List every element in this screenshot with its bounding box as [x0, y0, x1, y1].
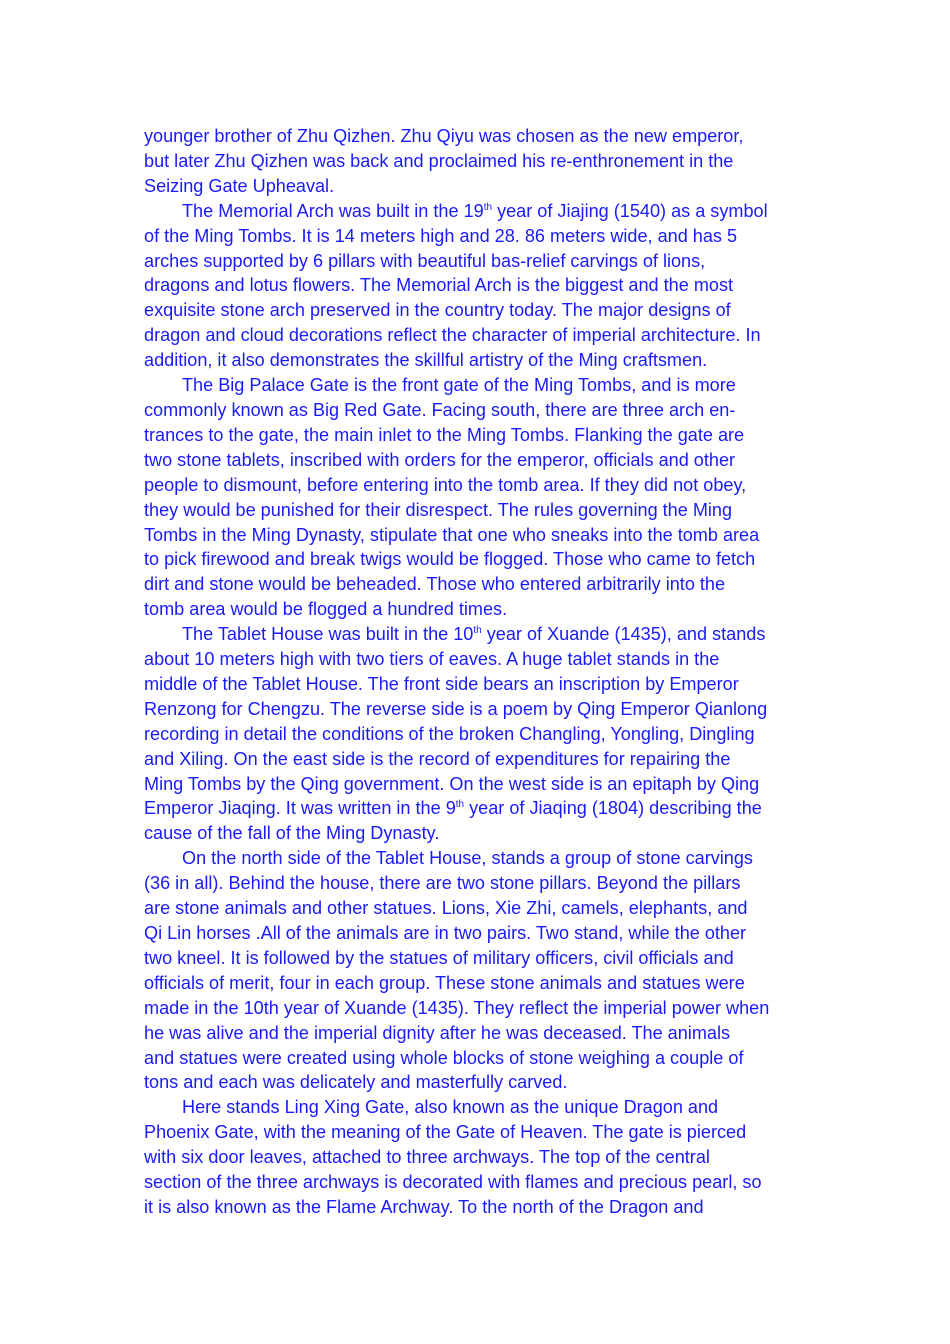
text-line — [144, 1095, 814, 1120]
text-line — [144, 1170, 814, 1195]
text-run: but later Zhu Qizhen was back and proclaimed his re-enthronement in the — [144, 150, 734, 171]
text-line — [144, 547, 814, 572]
text-line — [144, 796, 814, 821]
text-run: Tombs in the Ming Dynasty, stipulate that one who sneaks into the tomb area — [144, 524, 760, 545]
text-line — [144, 1070, 814, 1095]
text-run: Qi Lin horses .All of the animals are in two pairs. Two stand, while the other — [144, 923, 747, 943]
text-line — [144, 348, 814, 373]
text-line — [144, 921, 814, 946]
text-line — [144, 199, 814, 224]
text-run: Seizing Gate Upheaval. — [144, 175, 335, 196]
text-run: it is also known as the Flame Archway. To the north of the Dragon and — [144, 1196, 704, 1217]
text-line — [144, 1120, 814, 1145]
text-run: year of Jiajing (1540) as a symbol — [492, 200, 768, 221]
text-run: The Memorial Arch was built in the 19 — [182, 200, 484, 221]
text-line — [144, 722, 814, 747]
text-run: with six door leaves, attached to three archways. The top of the central — [144, 1147, 710, 1168]
text-line — [144, 597, 814, 622]
text-run: Emperor Jiaqing. It was written in the 9 — [144, 798, 456, 819]
text-run: younger brother of Zhu Qizhen. Zhu Qiyu was chosen as the new emperor, — [144, 126, 744, 146]
text-line — [144, 249, 814, 274]
text-line — [144, 473, 814, 498]
text-run: two kneel. It is followed by the statues of military officers, civil officials and — [144, 947, 734, 968]
text-line — [144, 871, 814, 896]
text-run: Phoenix Gate, with the meaning of the Gate of Heaven. The gate is pierced — [144, 1122, 747, 1143]
text-line — [144, 1046, 814, 1071]
text-run: two stone tablets, inscribed with orders for the emperor, officials and other — [144, 449, 736, 470]
text-run: tons and each was delicately and masterfully carved. — [144, 1072, 568, 1093]
text-run: (36 in all). Behind the house, there are two stone pillars. Beyond the pillars — [144, 873, 741, 894]
text-line — [144, 572, 814, 597]
text-line — [144, 448, 814, 473]
text-line — [144, 224, 814, 249]
text-run: cause of the fall of the Ming Dynasty. — [144, 823, 440, 844]
text-line — [144, 373, 814, 398]
text-run: The Tablet House was built in the 10 — [182, 624, 474, 645]
text-line — [144, 1145, 814, 1170]
text-run: to pick firewood and break twigs would be flogged. Those who came to fetch — [144, 549, 756, 570]
text-line — [144, 149, 814, 174]
text-run: people to dismount, before entering into the tomb area. If they did not obey, — [144, 474, 747, 495]
superscript: th — [455, 799, 465, 811]
text-line — [144, 971, 814, 996]
text-line — [144, 523, 814, 548]
paragraph — [144, 199, 814, 373]
text-run: Here stands Ling Xing Gate, also known as the unique Dragon and — [182, 1097, 719, 1118]
paragraph — [144, 1095, 814, 1220]
text-line — [144, 1021, 814, 1046]
paragraph — [144, 373, 814, 622]
text-run: about 10 meters high with two tiers of eaves. A huge tablet stands in the — [144, 649, 720, 670]
text-run: addition, it also demonstrates the skillful artistry of the Ming craftsmen. — [144, 350, 708, 371]
text-line — [144, 846, 814, 871]
text-line — [144, 821, 814, 846]
text-run: arches supported by 6 pillars with beautiful bas-relief carvings of lions, — [144, 250, 706, 271]
text-run: Renzong for Chengzu. The reverse side is a poem by Qing Emperor Qianlong — [144, 698, 768, 719]
text-line — [144, 647, 814, 672]
text-run: The Big Palace Gate is the front gate of the Ming Tombs, and is more — [182, 375, 736, 396]
text-line — [144, 772, 814, 797]
text-run: of the Ming Tombs. It is 14 meters high and 28. 86 meters wide, and has 5 — [144, 225, 738, 246]
superscript: th — [473, 625, 482, 637]
text-line — [144, 896, 814, 921]
text-run: trances to the gate, the main inlet to the Ming Tombs. Flanking the gate are — [144, 424, 745, 445]
text-line — [144, 672, 814, 697]
text-line — [144, 298, 814, 323]
text-run: On the north side of the Tablet House, stands a group of stone carvings — [182, 848, 753, 869]
text-run: dragons and lotus flowers. The Memorial Arch is the biggest and the most — [144, 275, 734, 296]
text-run: Ming Tombs by the Qing government. On the west side is an epitaph by Qing — [144, 773, 760, 794]
text-line — [144, 273, 814, 298]
paragraph — [144, 846, 814, 1095]
text-run: are stone animals and other statues. Lions, Xie Zhi, camels, elephants, and — [144, 898, 748, 919]
paragraph — [144, 622, 814, 846]
text-run: recording in detail the conditions of the broken Changling, Yongling, Dingling — [144, 723, 755, 744]
text-line — [144, 174, 814, 199]
text-line — [144, 747, 814, 772]
text-line — [144, 323, 814, 348]
text-run: section of the three archways is decorated with flames and precious pearl, so — [144, 1172, 762, 1193]
text-run: dirt and stone would be beheaded. Those who entered arbitrarily into the — [144, 574, 726, 595]
text-line — [144, 946, 814, 971]
text-run: year of Xuande (1435), and stands — [481, 624, 766, 645]
text-run: year of Jiaqing (1804) describing the — [464, 798, 762, 819]
text-run: officials of merit, four in each group. These stone animals and statues were — [144, 972, 745, 993]
text-line — [144, 996, 814, 1021]
text-line — [144, 423, 814, 448]
text-line — [144, 124, 814, 149]
text-run: and Xiling. On the east side is the record of expenditures for repairing the — [144, 748, 731, 769]
paragraph — [144, 124, 814, 199]
text-run: they would be punished for their disrespect. The rules governing the Ming — [144, 499, 733, 520]
document-page — [144, 124, 814, 1220]
text-line — [144, 622, 814, 647]
text-run: exquisite stone arch preserved in the country today. The major designs of — [144, 300, 731, 321]
text-line — [144, 398, 814, 423]
text-run: and statues were created using whole blocks of stone weighing a couple of — [144, 1047, 744, 1068]
text-line — [144, 1195, 814, 1220]
text-run: tomb area would be flogged a hundred times. — [144, 599, 508, 620]
text-run: he was alive and the imperial dignity after he was deceased. The animals — [144, 1022, 731, 1043]
text-line — [144, 697, 814, 722]
text-run: commonly known as Big Red Gate. Facing south, there are three arch en- — [144, 399, 736, 420]
text-run: dragon and cloud decorations reflect the character of imperial architecture. In — [144, 325, 761, 346]
text-line — [144, 498, 814, 523]
text-run: made in the 10th year of Xuande (1435). They reflect the imperial power when — [144, 997, 770, 1018]
superscript: th — [483, 201, 493, 213]
text-run: middle of the Tablet House. The front side bears an inscription by Emperor — [144, 673, 739, 694]
